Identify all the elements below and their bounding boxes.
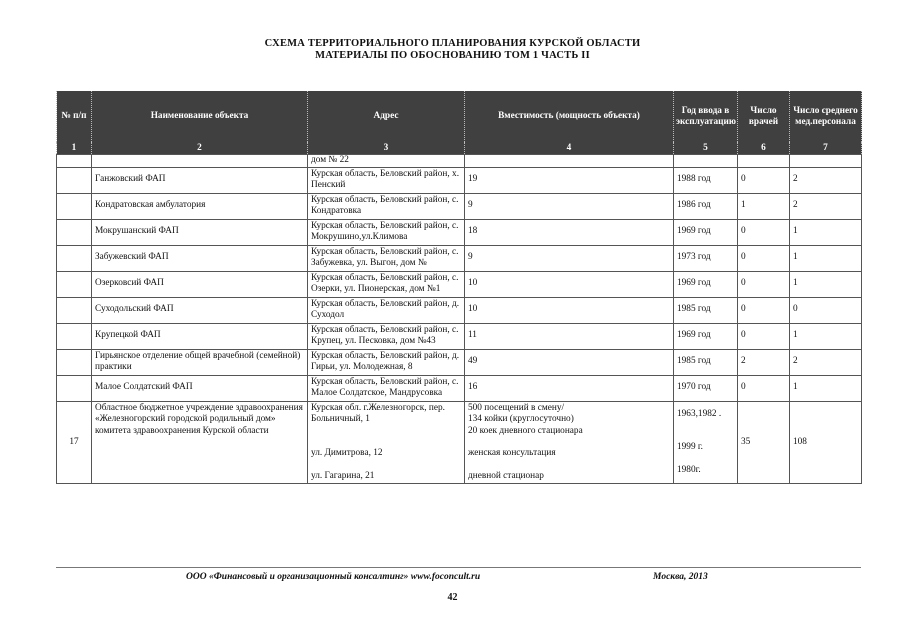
row-address: Курская область, Беловский район, с. Крупец, ул. Песковка, дом №43 bbox=[308, 323, 465, 349]
row-capacity bbox=[465, 401, 674, 484]
row-doctors: 0 bbox=[738, 167, 790, 193]
capacity-line: дневной стационар bbox=[468, 470, 544, 481]
row-number bbox=[57, 193, 92, 219]
row-year: 1969 год bbox=[674, 219, 738, 245]
row-doctors: 0 bbox=[738, 219, 790, 245]
row-number bbox=[57, 349, 92, 375]
row-number bbox=[57, 167, 92, 193]
col-header-name: Наименование объекта bbox=[92, 91, 308, 142]
row-capacity: 10 bbox=[465, 271, 674, 297]
row-address: Курская область, Беловский район, с. Забужевка, ул. Выгон, дом № bbox=[308, 245, 465, 271]
table-row bbox=[57, 155, 862, 168]
row-name: Крупецкой ФАП bbox=[92, 323, 308, 349]
row-nurses: 1 bbox=[790, 323, 862, 349]
row-doctors: 0 bbox=[738, 245, 790, 271]
table-row bbox=[57, 219, 862, 245]
row-year: 1985 год bbox=[674, 349, 738, 375]
row-address: Курская область, Беловский район, д. Гирьи, ул. Молодежная, 8 bbox=[308, 349, 465, 375]
row-name: Малое Солдатский ФАП bbox=[92, 375, 308, 401]
row-address: Курская область, Беловский район, с. Кондратовка bbox=[308, 193, 465, 219]
address-line: Курская обл. г.Железногорск, пер. Больничный, 1 bbox=[311, 402, 445, 424]
row-capacity: 10 bbox=[465, 297, 674, 323]
row-year bbox=[674, 401, 738, 484]
row-year: 1969 год bbox=[674, 323, 738, 349]
table-column-number-row bbox=[57, 142, 862, 155]
row-capacity: 11 bbox=[465, 323, 674, 349]
table-row bbox=[57, 349, 862, 375]
row-capacity: 16 bbox=[465, 375, 674, 401]
row-number bbox=[57, 219, 92, 245]
row-name: Забужевский ФАП bbox=[92, 245, 308, 271]
capacity-line: женская консультация bbox=[468, 447, 556, 458]
row-nurses: 2 bbox=[790, 167, 862, 193]
row-nurses: 1 bbox=[790, 245, 862, 271]
row-address: дом № 22 bbox=[308, 155, 465, 168]
table-row bbox=[57, 167, 862, 193]
row-address: Курская область, Беловский район, с. Озерки, ул. Пионерская, дом №1 bbox=[308, 271, 465, 297]
col-header-nurses: Число среднего мед.персонала bbox=[790, 91, 862, 142]
row-doctors: 1 bbox=[738, 193, 790, 219]
table-row bbox=[57, 193, 862, 219]
col-header-year: Год ввода в эксплуатацию bbox=[674, 91, 738, 142]
year-line: 1963,1982 . bbox=[677, 408, 722, 419]
col-number: 7 bbox=[790, 142, 862, 155]
col-number: 4 bbox=[465, 142, 674, 155]
col-header-doctors: Число врачей bbox=[738, 91, 790, 142]
row-number bbox=[57, 323, 92, 349]
col-header-num: № п/п bbox=[57, 91, 92, 142]
row-capacity: 49 bbox=[465, 349, 674, 375]
table-row bbox=[57, 375, 862, 401]
row-year: 1969 год bbox=[674, 271, 738, 297]
healthcare-facilities-table bbox=[56, 91, 862, 484]
row-nurses: 2 bbox=[790, 193, 862, 219]
row-capacity: 9 bbox=[465, 245, 674, 271]
row-nurses: 108 bbox=[790, 401, 862, 484]
col-number: 1 bbox=[57, 142, 92, 155]
row-nurses: 1 bbox=[790, 271, 862, 297]
row-address: Курская область, Беловский район, х. Пенский bbox=[308, 167, 465, 193]
row-doctors: 2 bbox=[738, 349, 790, 375]
row-name: Суходольский ФАП bbox=[92, 297, 308, 323]
row-address: Курская область, Беловский район, д. Суходол bbox=[308, 297, 465, 323]
row-number bbox=[57, 297, 92, 323]
row-number bbox=[57, 375, 92, 401]
row-doctors: 35 bbox=[738, 401, 790, 484]
table-header-row bbox=[57, 91, 862, 142]
row-capacity: 18 bbox=[465, 219, 674, 245]
row-nurses: 1 bbox=[790, 375, 862, 401]
footer-divider bbox=[56, 567, 861, 568]
table-row bbox=[57, 297, 862, 323]
row-capacity: 19 bbox=[465, 167, 674, 193]
col-number: 2 bbox=[92, 142, 308, 155]
col-header-capacity: Вместимость (мощность объекта) bbox=[465, 91, 674, 142]
row-number bbox=[57, 245, 92, 271]
row-number: 17 bbox=[57, 401, 92, 484]
col-number: 3 bbox=[308, 142, 465, 155]
row-number bbox=[57, 271, 92, 297]
row-doctors: 0 bbox=[738, 323, 790, 349]
row-year: 1973 год bbox=[674, 245, 738, 271]
table-row bbox=[57, 401, 862, 484]
footer-company: ООО «Финансовый и организационный консалтинг» www.foconcult.ru bbox=[186, 572, 481, 582]
row-nurses: 1 bbox=[790, 219, 862, 245]
row-address bbox=[308, 401, 465, 484]
row-name: Озерковсий ФАП bbox=[92, 271, 308, 297]
row-capacity: 9 bbox=[465, 193, 674, 219]
row-doctors: 0 bbox=[738, 375, 790, 401]
row-doctors: 0 bbox=[738, 297, 790, 323]
row-name: Кондратовская амбулатория bbox=[92, 193, 308, 219]
capacity-line: 500 посещений в смену/ bbox=[468, 402, 565, 413]
table-row bbox=[57, 323, 862, 349]
row-name: Мокрушанский ФАП bbox=[92, 219, 308, 245]
row-nurses: 0 bbox=[790, 297, 862, 323]
address-line: ул. Димитрова, 12 bbox=[311, 447, 383, 458]
address-line: ул. Гагарина, 21 bbox=[311, 470, 375, 481]
col-number: 5 bbox=[674, 142, 738, 155]
row-name: Гирьянское отделение общей врачебной (семейной) практики bbox=[92, 349, 308, 375]
row-nurses: 2 bbox=[790, 349, 862, 375]
row-address: Курская область, Беловский район, с. Малое Солдатское, Мандрусовка bbox=[308, 375, 465, 401]
row-year: 1985 год bbox=[674, 297, 738, 323]
row-year: 1970 год bbox=[674, 375, 738, 401]
col-number: 6 bbox=[738, 142, 790, 155]
table-row bbox=[57, 271, 862, 297]
table-row bbox=[57, 245, 862, 271]
page-number: 42 bbox=[447, 592, 458, 603]
row-name: Областное бюджетное учреждение здравоохранения «Железногорский городской родильный дом» комитета здравоохранения Курской области bbox=[92, 401, 308, 484]
row-year: 1986 год bbox=[674, 193, 738, 219]
year-line: 1980г. bbox=[677, 464, 701, 475]
year-line: 1999 г. bbox=[677, 441, 704, 452]
footer-city-year: Москва, 2013 bbox=[653, 572, 708, 582]
capacity-line: 134 койки (круглосуточно) bbox=[468, 414, 574, 424]
capacity-line: 20 коек дневного стационара bbox=[468, 425, 583, 436]
col-header-address: Адрес bbox=[308, 91, 465, 142]
row-name: Ганжовский ФАП bbox=[92, 167, 308, 193]
document-title: СХЕМА ТЕРРИТОРИАЛЬНОГО ПЛАНИРОВАНИЯ КУРСКОЙ ОБЛАСТИ bbox=[264, 38, 641, 49]
document-subtitle: МАТЕРИАЛЫ ПО ОБОСНОВАНИЮ ТОМ 1 ЧАСТЬ II bbox=[315, 50, 590, 61]
row-doctors: 0 bbox=[738, 271, 790, 297]
row-year: 1988 год bbox=[674, 167, 738, 193]
row-address: Курская область, Беловский район, с. Мокрушино,ул.Климова bbox=[308, 219, 465, 245]
